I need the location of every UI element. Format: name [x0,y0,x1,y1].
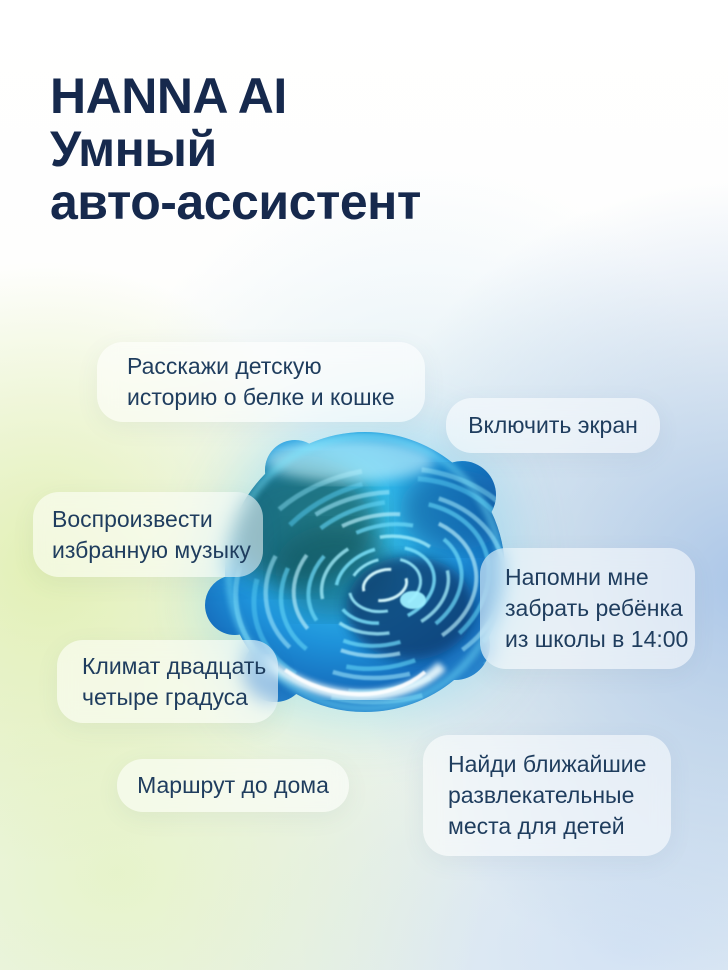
voice-command-bubble-story [97,342,425,422]
bubble-text-line: четыре градуса [82,683,248,710]
bubble-text-line: историю о белке и кошке [127,384,395,410]
bubble-text-line: Маршрут до дома [137,772,329,798]
bubble-text-line: Включить экран [468,412,638,438]
voice-command-bubble-climate [57,640,278,723]
bubble-text-line: Напомни мне [505,564,649,590]
bubble-text-line: Климат двадцать [82,652,267,679]
voice-command-bubble-music [33,492,263,577]
title-line-brand: HANNA AI [50,68,287,124]
voice-command-bubble-screen [446,398,660,453]
bubble-text-line: места для детей [448,813,625,839]
page-title [50,70,421,229]
bubble-text-line: Расскажи детскую [127,353,322,379]
bubble-text-line: избранную музыку [52,536,251,563]
title-line-3: авто-ассистент [50,174,421,230]
bubble-text-line: забрать ребёнка [505,595,683,621]
bubble-text-line: Найди ближайшие [448,751,647,777]
voice-command-bubble-route [117,759,349,812]
title-line-2: Умный [50,121,217,177]
voice-command-bubble-places [423,735,671,856]
voice-command-bubble-reminder [480,548,695,669]
bubble-text-line: Воспроизвести [52,505,213,532]
bubble-text-line: развлекательные [448,782,635,808]
bubble-text-line: из школы в 14:00 [505,626,689,652]
